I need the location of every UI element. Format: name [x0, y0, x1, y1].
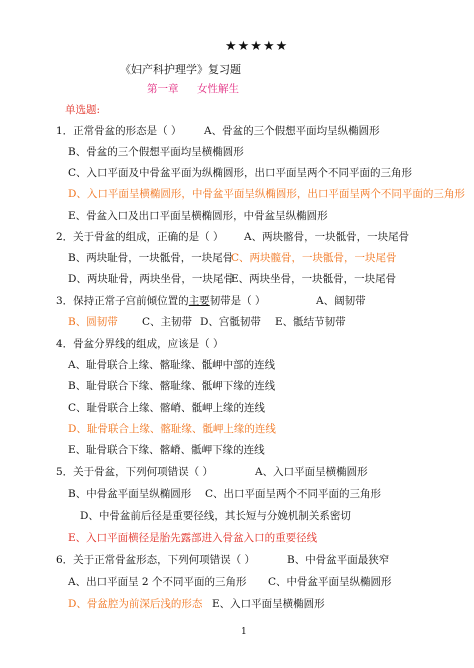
question-4-option-e: E、耻骨联合下缘、髂嵴、骶岬下缘的连线 — [68, 444, 265, 456]
question-3-option-c: C、主韧带 — [142, 316, 193, 328]
question-1-option-b: B、骨盆的三个假想平面均呈横椭圆形 — [68, 146, 244, 158]
question-2-option-c: C、两块髋骨，一块骶骨，一块尾骨 — [231, 252, 397, 264]
question-4-option-d: D、耻骨联合上缘、髂耻缘、骶岬上缘的连线 — [68, 423, 276, 435]
question-1-option-c: C、入口平面及中骨盆平面为纵椭圆形，出口平面呈两个不同平面的三角形 — [68, 167, 413, 179]
question-6-option-d: D、骨盆腔为前深后浅的形态 — [68, 598, 203, 610]
page-number: 1 — [241, 627, 247, 637]
question-4-option-a: A、耻骨联合上缘、髂耻缘、骶岬中部的连线 — [68, 359, 276, 371]
question-2-stem: 2．关于骨盆的组成，正确的是（ ） — [56, 231, 224, 243]
question-6-option-a: A、出口平面呈 2 个不同平面的三角形 — [68, 576, 247, 588]
question-2-option-e: E、两块坐骨，一块骶骨，一块尾骨 — [231, 273, 397, 285]
question-1-option-a: A、骨盆的三个假想平面均呈纵椭圆形 — [204, 125, 380, 137]
question-1-stem: 1．正常骨盆的形态是（ ） — [56, 125, 182, 137]
chapter-title: 女性解生 — [197, 83, 239, 95]
question-6-option-b: B、中骨盆平面最狭窄 — [287, 554, 390, 566]
question-4-option-b: B、耻骨联合下缘、髂耻缘、骶岬下缘的连线 — [68, 380, 276, 392]
question-3-stem-emphasis: 主要 — [188, 295, 210, 307]
question-3-stem — [56, 294, 266, 308]
document-title: 《妇产科护理学》复习题 — [120, 63, 241, 76]
question-1-option-e: E、骨盆入口及出口平面呈横椭圆形，中骨盆呈纵椭圆形 — [68, 210, 328, 222]
star-rating: ★★★★★ — [225, 39, 289, 54]
question-2-option-d: D、两块耻骨，两块坐骨，一块尾骨 — [68, 273, 234, 285]
question-4-stem: 4．骨盆分界线的组成，应该是（ ） — [56, 338, 224, 350]
section-heading: 单选题: — [65, 104, 101, 116]
question-3-option-b: B、圆韧带 — [68, 316, 118, 328]
question-2-option-a: A、两块髂骨，一块骶骨，一块尾骨 — [244, 231, 410, 243]
question-3-stem-start: 3．保持正常子宫前倾位置的 — [56, 295, 189, 307]
chapter-number: 第一章 — [147, 83, 179, 95]
question-6-stem: 6．关于正常骨盆形态，下列何项错误（ ） — [56, 554, 256, 566]
question-3-option-e: E、骶结节韧带 — [275, 316, 346, 328]
question-5-option-b: B、中骨盆平面呈纵椭圆形 — [68, 488, 192, 500]
question-6-option-e: E、入口平面呈横椭圆形 — [212, 598, 325, 610]
question-5-option-a: A、入口平面呈横椭圆形 — [255, 466, 368, 478]
question-3-option-d: D、宫骶韧带 — [200, 316, 261, 328]
question-3-option-a: A、阔韧带 — [316, 295, 366, 307]
question-5-option-c: C、出口平面呈两个不同平面的三角形 — [205, 488, 382, 500]
question-1-option-d: D、入口平面呈横椭圆形，中骨盆平面呈纵椭圆形，出口平面呈两个不同平面的三角形 — [68, 188, 465, 200]
question-5-stem: 5．关于骨盆，下列何项错误（ ） — [56, 466, 214, 478]
question-5-option-e: E、入口平面横径是胎先露部进入骨盆入口的重要径线 — [68, 532, 318, 544]
question-5-option-d: D、中骨盆前后径是重要径线，其长短与分娩机制关系密切 — [80, 510, 351, 522]
question-3-stem-end: 韧带是（ ） — [209, 295, 266, 307]
question-4-option-c: C、耻骨联合上缘、髂嵴、骶岬上缘的连线 — [68, 402, 266, 414]
question-6-option-c: C、中骨盆平面呈纵椭圆形 — [268, 576, 392, 588]
question-2-option-b: B、两块耻骨，一块骶骨，一块尾骨 — [68, 252, 234, 264]
